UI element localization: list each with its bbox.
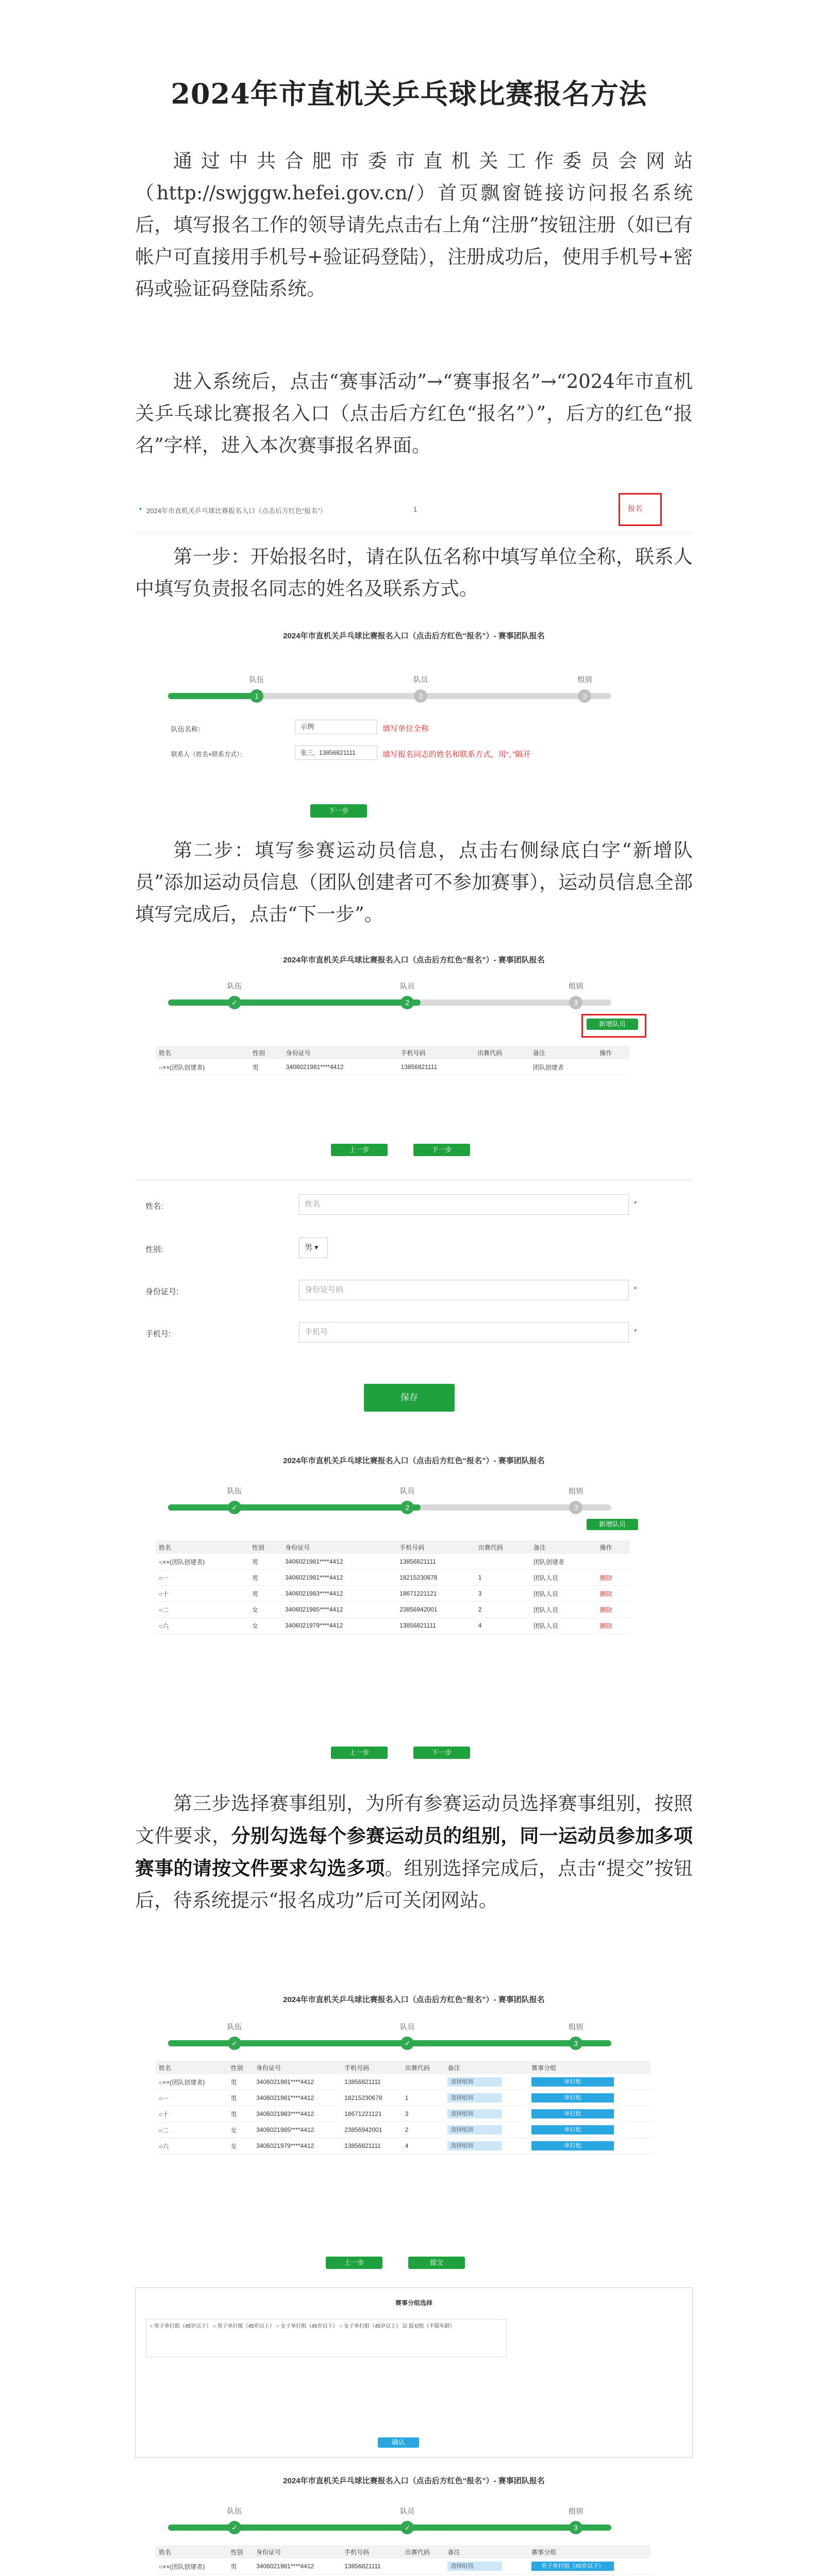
cell-code: 2 xyxy=(402,2122,445,2138)
cell-name: ○六 xyxy=(156,2138,228,2154)
cell-id: 3406021981****4412 xyxy=(253,2558,341,2574)
add-member-form-screenshot xyxy=(135,1180,693,1443)
cell-code: 3 xyxy=(402,2106,445,2122)
column-header: 备注 xyxy=(530,1540,597,1554)
group-chip[interactable]: 选择组别 xyxy=(447,2125,502,2134)
sex-label: 性别: xyxy=(145,1245,163,1254)
step-label-member: 队员 xyxy=(400,1487,415,1495)
group-value[interactable]: 男子单打组（45岁以下） xyxy=(531,2562,614,2571)
cell-id: 3406021981****4412 xyxy=(253,2090,341,2106)
step-node-member: 2 xyxy=(414,689,427,703)
sex-select[interactable]: 男 ▾ xyxy=(299,1238,328,1258)
column-header: 出赛代码 xyxy=(402,2061,445,2074)
required-mark: * xyxy=(634,1285,637,1293)
entry-bullet-icon: • xyxy=(139,504,142,513)
cell-id: 3406021983****4412 xyxy=(282,1586,396,1602)
modal-options[interactable]: ○ 男子单打组（45岁以下） ○ 男子单打组（45岁以上） ○ 女子单打组（45岁以下） ○ 女子单打组（45岁以上） ☑ 混双组（不限年龄） xyxy=(146,2319,507,2357)
form-title: 2024年市直机关乒乓球比赛报名入口（点击后方红色“报名”）- 赛事团队报名 xyxy=(283,1995,545,2004)
table-row xyxy=(156,1586,630,1602)
cell-name xyxy=(156,2574,228,2576)
team-name-label: 队伍名称： xyxy=(171,725,205,733)
cell-phone: 23856942001 xyxy=(341,2122,402,2138)
member-table xyxy=(156,1540,630,1634)
cell-sex: 男 xyxy=(249,1059,283,1075)
step-label-team: 队伍 xyxy=(249,675,264,684)
group-select-button[interactable]: 单打组 xyxy=(531,2077,614,2087)
table-row xyxy=(156,2074,650,2090)
delete-link[interactable]: 删除 xyxy=(597,1602,630,1618)
column-header: 姓名 xyxy=(156,1046,249,1059)
phone-label: 手机号: xyxy=(145,1330,171,1338)
cell-id: 3406021979****4412 xyxy=(253,2138,341,2154)
cell-code xyxy=(402,2574,445,2576)
cell-id: 3406021985****4412 xyxy=(253,2122,341,2138)
paragraph-step3 xyxy=(135,1788,693,1917)
cell-name[interactable]: ○××(团队创建者) xyxy=(156,1554,249,1570)
step3-text-c: 。组别选择完成后，点击“提交”按钮后，待系统提示“报名成功”后可关闭网站。 xyxy=(135,1857,693,1911)
cell-sex: 男 xyxy=(228,2558,254,2574)
cell-sex: 女 xyxy=(228,2138,254,2154)
paragraph-login: 通过中共合肥市委市直机关工作委员会网站（http://swjggw.hefei.gov.cn/）首页飘窗链接访问报名系统后，填写报名工作的领导请先点击右上角“注册”按钮注册（如已有帐户可直接用手机号+验证码登陆），注册成功后，使用手机号+密码或验证码登陆系统。 xyxy=(135,150,693,300)
column-header: 姓名 xyxy=(156,2061,228,2074)
column-header: 性别 xyxy=(228,2545,254,2558)
cell-phone: 18671221121 xyxy=(396,1586,475,1602)
cell-name[interactable]: ○二 xyxy=(156,1602,249,1618)
cell-code: 3 xyxy=(475,1586,530,1602)
contact-label: 联系人（姓名+联系方式）： xyxy=(171,751,246,758)
column-header: 出赛代码 xyxy=(474,1046,530,1059)
cell-sex: 男 xyxy=(228,2074,254,2090)
step-node-group: 3 xyxy=(569,996,582,1009)
paragraph-step2: 第二步：填写参赛运动员信息，点击右侧绿底白字“新增队员”添加运动员信息（团队创建者可不参加赛事），运动员信息全部填写完成后，点击“下一步”。 xyxy=(135,839,693,925)
step-node-group: 3 xyxy=(569,1501,582,1514)
cell-code xyxy=(402,2074,445,2090)
register-link[interactable]: 报名 xyxy=(628,504,642,513)
cell-name[interactable]: ○六 xyxy=(156,1618,249,1634)
form-title: 2024年市直机关乒乓球比赛报名入口（点击后方红色“报名”）- 赛事团队报名 xyxy=(283,956,545,964)
cell-action xyxy=(596,1059,630,1075)
progress-track xyxy=(168,1487,611,1512)
cell-code xyxy=(402,2558,445,2574)
cell-id: 3406021981****4412 xyxy=(283,1059,398,1075)
step-node-team: ✓ xyxy=(228,2037,241,2050)
delete-link[interactable] xyxy=(597,1554,630,1570)
step3-text-a: 第三步选择赛事组别，为所有参赛运动员选择赛事组别，按照文件要求， xyxy=(135,1792,693,1847)
step-node-team: ✓ xyxy=(228,2521,241,2534)
column-header: 身份证号 xyxy=(253,2061,341,2074)
column-header: 手机号码 xyxy=(398,1046,475,1059)
form-title: 2024年市直机关乒乓球比赛报名入口（点击后方红色“报名”）- 赛事团队报名 xyxy=(283,632,545,640)
progress-fill xyxy=(168,999,421,1006)
group-chip[interactable]: 选择组别 xyxy=(447,2562,502,2571)
cell-sex: 女 xyxy=(249,1618,282,1634)
cell-name: ○十 xyxy=(156,2106,228,2122)
modal-ok-button[interactable]: 确认 xyxy=(378,2437,419,2448)
column-header: 姓名 xyxy=(156,1540,249,1554)
column-header: 备注 xyxy=(530,1046,596,1059)
contact-input[interactable]: 张三，13856821111 xyxy=(295,745,377,760)
cell-code xyxy=(475,1554,530,1570)
delete-link[interactable]: 删除 xyxy=(597,1586,630,1602)
group-chip[interactable]: 选择组别 xyxy=(447,2141,502,2150)
column-header: 备注 xyxy=(444,2061,528,2074)
table-row xyxy=(156,2558,650,2574)
group-chip[interactable]: 选择组别 xyxy=(447,2077,502,2087)
group-table xyxy=(156,2545,650,2576)
column-header: 身份证号 xyxy=(283,1046,398,1059)
column-header: 姓名 xyxy=(156,2545,228,2558)
next-button[interactable]: 下一步 xyxy=(310,804,367,818)
step-label-group: 组别 xyxy=(569,2507,583,2515)
table-row xyxy=(156,1570,630,1586)
id-input[interactable]: 身份证号码 xyxy=(299,1280,629,1300)
next-button[interactable]: 下一步 xyxy=(413,1747,470,1759)
cell-sex: 男 xyxy=(228,2106,254,2122)
step-label-group: 组别 xyxy=(569,1487,583,1495)
step3-text-emphasis: 分别勾选每个参赛运动员的组别，同一运动员参加多项赛事的请按文件要求勾选多项 xyxy=(135,1824,693,1879)
step-label-member: 队员 xyxy=(413,675,428,684)
table-row xyxy=(156,1602,630,1618)
prev-button[interactable]: 上一步 xyxy=(331,1144,388,1156)
cell-note: 团队人员 xyxy=(530,1570,597,1586)
contact-hint: 填写报名同志的姓名和联系方式，用“，”隔开 xyxy=(382,750,531,759)
cell-sex: 男 xyxy=(228,2090,254,2106)
column-header: 手机号码 xyxy=(341,2061,402,2074)
group-modal xyxy=(135,2287,693,2458)
cell-id xyxy=(253,2574,341,2576)
column-header: 备注 xyxy=(444,2545,528,2558)
cell-note: 团队人员 xyxy=(530,1586,597,1602)
cell-code xyxy=(474,1059,530,1075)
name-label: 姓名: xyxy=(145,1202,163,1211)
cell-id: 3406021985****4412 xyxy=(282,1602,396,1618)
cell-name[interactable]: ○一 xyxy=(156,1570,249,1586)
paragraph-step1: 第一步：开始报名时，请在队伍名称中填写单位全称，联系人中填写负责报名同志的姓名及联系方式。 xyxy=(135,546,693,600)
team-form-screenshot xyxy=(135,621,693,827)
cell-sex: 男 xyxy=(249,1570,282,1586)
entry-list-screenshot xyxy=(135,492,693,533)
step-label-member: 队员 xyxy=(400,2507,415,2515)
cell-id: 3406021981****4412 xyxy=(282,1554,396,1570)
column-header: 操作 xyxy=(596,1046,630,1059)
column-header: 手机号码 xyxy=(396,1540,475,1554)
next-button[interactable]: 下一步 xyxy=(413,1144,470,1156)
column-header: 赛事分组 xyxy=(528,2545,650,2558)
column-header: 手机号码 xyxy=(341,2545,402,2558)
cell-id: 3406021983****4412 xyxy=(253,2106,341,2122)
prev-button[interactable]: 上一步 xyxy=(331,1747,388,1759)
step-node-member: ✓ xyxy=(400,2521,414,2534)
team-name-input[interactable]: 示例 xyxy=(295,720,377,734)
cell-phone: 13856821111 xyxy=(396,1618,475,1634)
cell-name[interactable]: ○××(团队创建者) xyxy=(156,1059,249,1075)
group-select-screenshot xyxy=(135,1989,693,2463)
step-node-group: 3 xyxy=(569,2521,582,2534)
cell-phone: 18671221121 xyxy=(341,2106,402,2122)
paragraph-entry: 进入系统后，点击“赛事活动”→“赛事报名”→“2024年市直机关乒乓球比赛报名入口（点击后方红色“报名”）”，后方的红色“报名”字样，进入本次赛事报名界面。 xyxy=(135,370,693,456)
cell-name: ○二 xyxy=(156,2122,228,2138)
table-row xyxy=(156,1554,630,1570)
cell-phone: 18215230678 xyxy=(341,2090,402,2106)
cell-phone: 13856821111 xyxy=(398,1059,475,1075)
prev-button[interactable]: 上一步 xyxy=(326,2257,382,2269)
group-table xyxy=(156,2061,650,2154)
cell-name: ○××(团队创建者) xyxy=(156,2558,228,2574)
step-label-team: 队伍 xyxy=(227,1487,242,1495)
cell-note: 团队人员 xyxy=(530,1618,597,1634)
document-title: 2024年市直机关乒乓球比赛报名方法 xyxy=(171,77,647,110)
column-header: 出赛代码 xyxy=(402,2545,445,2558)
member-list-screenshot xyxy=(135,948,693,1170)
cell-code: 1 xyxy=(402,2090,445,2106)
delete-link[interactable]: 删除 xyxy=(597,1618,630,1634)
group-select-button[interactable]: 单打组 xyxy=(531,2141,614,2150)
step-node-team: 1 xyxy=(250,689,263,703)
cell-phone xyxy=(341,2574,402,2576)
cell-note: 团队人员 xyxy=(530,1602,597,1618)
cell-name[interactable]: ○十 xyxy=(156,1586,249,1602)
table-row xyxy=(156,1618,630,1634)
step-node-group: 3 xyxy=(569,2037,582,2050)
delete-link[interactable]: 删除 xyxy=(597,1570,630,1586)
step-node-team: ✓ xyxy=(228,1501,241,1514)
form-title: 2024年市直机关乒乓球比赛报名入口（点击后方红色“报名”）- 赛事团队报名 xyxy=(283,2477,545,2485)
entry-link[interactable]: 2024年市直机关乒乓球比赛报名入口（点击后方红色“报名”） xyxy=(146,507,327,515)
step-node-member: 2 xyxy=(400,1501,414,1514)
column-header: 身份证号 xyxy=(282,1540,396,1554)
add-member-button[interactable]: 新增队员 xyxy=(587,1019,638,1030)
step-label-team: 队伍 xyxy=(227,2023,242,2031)
save-button[interactable]: 保存 xyxy=(364,1384,455,1412)
cell-code: 4 xyxy=(475,1618,530,1634)
entry-count: 1 xyxy=(413,505,418,513)
cell-note: 团队创建者 xyxy=(530,1059,596,1075)
cell-code: 1 xyxy=(475,1570,530,1586)
table-row xyxy=(156,2574,650,2576)
table-row xyxy=(156,2106,650,2122)
cell-id: 3406021981****4412 xyxy=(253,2074,341,2090)
modal-title: 赛事分组选择 xyxy=(395,2299,432,2307)
cell-code: 4 xyxy=(402,2138,445,2154)
step-label-team: 队伍 xyxy=(227,982,242,990)
column-header: 赛事分组 xyxy=(528,2061,650,2074)
id-label: 身份证号: xyxy=(145,1287,179,1296)
step-node-team: ✓ xyxy=(228,996,241,1009)
group-chip[interactable]: 选择组别 xyxy=(447,2093,502,2103)
cell-phone: 13856821111 xyxy=(341,2138,402,2154)
cell-note: 团队创建者 xyxy=(530,1554,597,1570)
required-mark: * xyxy=(634,1327,637,1335)
step-node-member: 2 xyxy=(400,996,414,1009)
column-header: 出赛代码 xyxy=(475,1540,530,1554)
name-input[interactable]: 姓名 xyxy=(299,1194,629,1215)
cell-phone: 13856821111 xyxy=(341,2558,402,2574)
step-label-member: 队员 xyxy=(400,982,415,990)
step-label-team: 队伍 xyxy=(227,2507,242,2515)
cell-name: ○××(团队创建者) xyxy=(156,2074,228,2090)
column-header: 身份证号 xyxy=(253,2545,341,2558)
cell-phone: 18215230678 xyxy=(396,1570,475,1586)
column-header: 性别 xyxy=(228,2061,254,2074)
cell-phone: 13856821111 xyxy=(341,2074,402,2090)
table-row xyxy=(156,2090,650,2106)
group-chip[interactable]: 选择组别 xyxy=(447,2109,502,2119)
step-node-member: ✓ xyxy=(400,2037,414,2050)
column-header: 性别 xyxy=(249,1046,283,1059)
cell-sex: 男 xyxy=(249,1586,282,1602)
table-row xyxy=(156,2122,650,2138)
cell-id: 3406021981****4412 xyxy=(282,1570,396,1586)
group-select-button[interactable]: 单打组 xyxy=(531,2109,614,2119)
cell-sex xyxy=(228,2574,254,2576)
cell-sex: 女 xyxy=(249,1602,282,1618)
add-member-button[interactable]: 新增队员 xyxy=(587,1519,638,1530)
table-row xyxy=(156,1059,630,1075)
cell-phone: 13856821111 xyxy=(396,1554,475,1570)
column-header: 操作 xyxy=(597,1540,630,1554)
submit-success-screenshot xyxy=(135,2468,693,2576)
submit-button[interactable]: 提交 xyxy=(408,2257,465,2269)
divider xyxy=(135,532,693,533)
required-mark: * xyxy=(634,1199,637,1208)
progress-track xyxy=(168,982,611,1007)
group-select-button[interactable]: 单打组 xyxy=(531,2093,614,2103)
progress-fill xyxy=(168,1504,421,1511)
column-header: 性别 xyxy=(249,1540,282,1554)
progress-fill xyxy=(168,693,257,699)
member-table xyxy=(156,1046,630,1075)
progress-track xyxy=(168,2507,611,2532)
cell-sex: 女 xyxy=(228,2122,254,2138)
table-row xyxy=(156,2138,650,2154)
progress-track xyxy=(168,675,611,700)
cell-phone: 23856942001 xyxy=(396,1602,475,1618)
step-label-group: 组别 xyxy=(569,2023,583,2031)
progress-track xyxy=(168,2023,611,2047)
form-title: 2024年市直机关乒乓球比赛报名入口（点击后方红色“报名”）- 赛事团队报名 xyxy=(283,1456,545,1465)
cell-sex: 男 xyxy=(249,1554,282,1570)
step-label-group: 组别 xyxy=(569,982,583,990)
step-node-group: 3 xyxy=(578,689,591,703)
cell-code: 2 xyxy=(475,1602,530,1618)
member-list-filled-screenshot xyxy=(135,1448,693,1777)
cell-id: 3406021979****4412 xyxy=(282,1618,396,1634)
group-select-button[interactable]: 单打组 xyxy=(531,2125,614,2134)
team-name-hint: 填写单位全称 xyxy=(382,724,429,733)
step-label-member: 队员 xyxy=(400,2023,415,2031)
phone-input[interactable]: 手机号 xyxy=(299,1322,629,1343)
step-label-group: 组别 xyxy=(577,675,592,684)
cell-name: ○一 xyxy=(156,2090,228,2106)
